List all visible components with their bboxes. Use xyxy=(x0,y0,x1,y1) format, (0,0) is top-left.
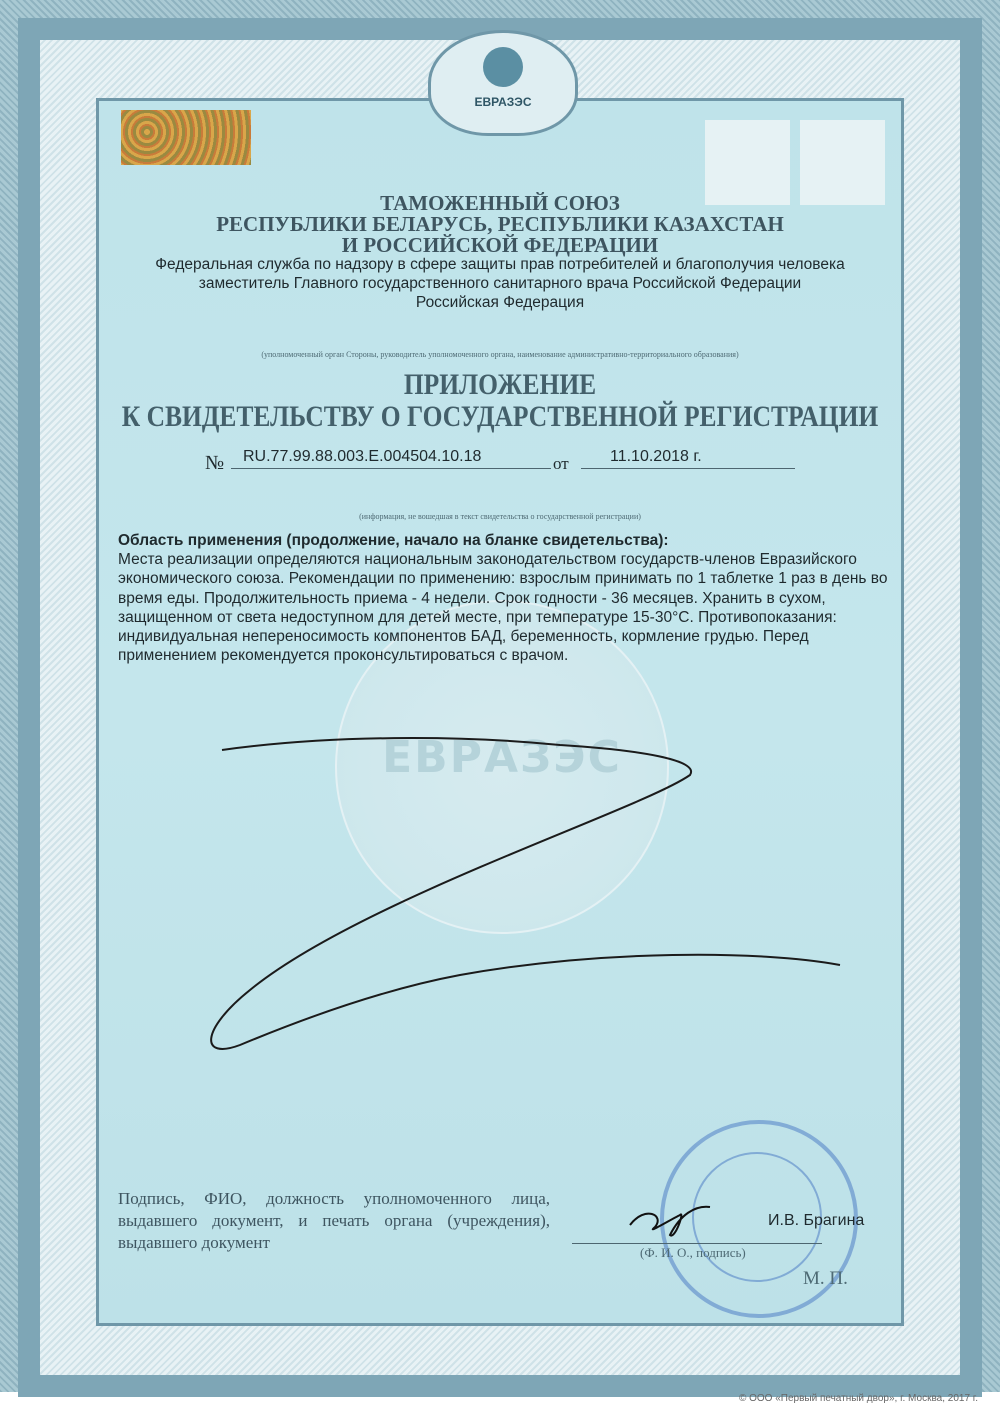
registration-number: RU.77.99.88.003.E.004504.10.18 xyxy=(243,448,482,465)
emblem-logo-text: ЕВРАЗЭС xyxy=(474,95,532,109)
handwritten-signature xyxy=(625,1195,715,1245)
date-label: от xyxy=(553,454,569,473)
number-label: № xyxy=(205,452,225,474)
authority-caption: (уполномоченный орган Стороны, руководитель уполномоченного органа, наименование административно-территориального образования) xyxy=(261,350,739,359)
document-title-2: К СВИДЕТЕЛЬСТВУ О ГОСУДАРСТВЕННОЙ РЕГИСТРАЦИИ xyxy=(121,400,879,433)
signature-caption: (Ф. И. О., подпись) xyxy=(640,1245,746,1260)
scope-heading: Область применения (продолжение, начало на бланке свидетельства): xyxy=(118,532,669,549)
authority-line-1: Федеральная служба по надзору в сфере защиты прав потребителей и благополучия человека xyxy=(155,256,845,273)
registration-caption: (информация, не вошедшая в текст свидетельства о государственной регистрации) xyxy=(359,512,641,521)
document-title-1: ПРИЛОЖЕНИЕ xyxy=(403,368,597,401)
header-line-1: ТАМОЖЕННЫЙ СОЮЗ xyxy=(380,191,620,215)
header-line-2: РЕСПУБЛИКИ БЕЛАРУСЬ, РЕСПУБЛИКИ КАЗАХСТАН xyxy=(216,212,784,236)
header-line-3: И РОССИЙСКОЙ ФЕДЕРАЦИИ xyxy=(341,233,659,257)
seal-mark: М. П. xyxy=(803,1268,848,1289)
signature-label: Подпись, ФИО, должность уполномоченного лица, выдавшего документ, и печать органа (учреждения), выдавшего документ xyxy=(118,1189,550,1252)
printer-footer: © ООО «Первый печатный двор», г. Москва, 2017 г. xyxy=(738,1393,978,1404)
authority-line-3: Российская Федерация xyxy=(415,294,585,311)
scope-text: Места реализации определяются национальным законодательством государств-членов Евразийского экономического союза. Рекомендации по применению: взрослым принимать по 1 таблетке 1 раз в день во время еды. Продолжительность приема - 4 недели. Срок годности - 36 месяцев. Хранить в сухом, защищенном от света недоступном для детей месте, при температуре 15-30°С. Противопоказания: индивидуальная непереносимость компонентов БАД, беременность, кормление грудью. Перед применением рекомендуется проконсультироваться с врачом. xyxy=(118,551,888,665)
authority-line-2: заместитель Главного государственного санитарного врача Российской Федерации xyxy=(198,275,802,292)
eurasec-watermark: ЕВРАЗЭС xyxy=(335,600,669,934)
signature-underline xyxy=(572,1243,822,1244)
registration-date: 11.10.2018 г. xyxy=(610,448,702,465)
signatory-name: И.В. Брагина xyxy=(768,1212,865,1229)
